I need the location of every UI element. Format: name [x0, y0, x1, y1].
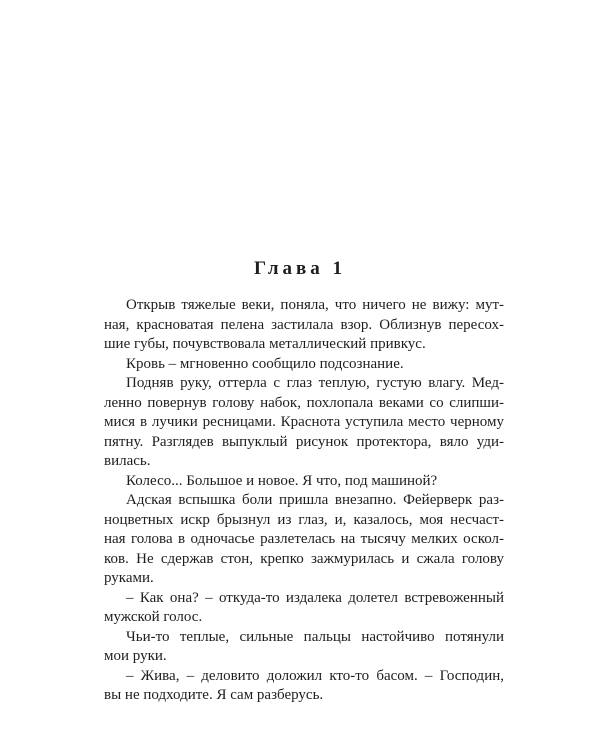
text-line: ная, красноватая пелена застилала взор. Облизнув пересох- — [104, 316, 504, 333]
text-line: пятну. Разглядев выпуклый рисунок протектора, вяло уди- — [104, 433, 504, 450]
paragraph — [104, 296, 504, 355]
text-line: – Жива, – деловито доложил кто-то басом. – Господин, — [126, 667, 504, 684]
text-line: ная голова в одночасье разлетелась на тысячу мелких оскол- — [104, 531, 504, 547]
paragraph — [104, 472, 504, 492]
text-line: Чьи-то теплые, сильные пальцы настойчиво потянули — [126, 628, 504, 645]
text-line: мужской голос. — [104, 609, 203, 625]
paragraph — [104, 355, 504, 375]
chapter-title: Глава 1 — [253, 258, 347, 279]
text-line: Открыв тяжелые веки, поняла, что ничего не вижу: мут- — [126, 297, 504, 313]
text-line: вы не подходите. Я сам разберусь. — [104, 687, 324, 703]
text-line: руками. — [104, 570, 154, 586]
paragraph — [104, 491, 504, 589]
text-line: ноцветных искр брызнул из глаз, и, казалось, моя несчаст- — [104, 511, 504, 528]
text-line: – Как она? – откуда-то издалека долетел встревоженный — [126, 589, 504, 606]
text-line: мои руки. — [104, 648, 167, 664]
paragraph — [104, 589, 504, 628]
text-line: мися в лучики ресницами. Краснота уступила место черному — [104, 414, 504, 430]
chapter-text — [104, 296, 504, 706]
text-line: вилась. — [104, 453, 151, 469]
text-line: Кровь – мгновенно сообщило подсознание. — [126, 355, 404, 372]
text-line: ленно повернув голову набок, похлопала веками со слипши- — [104, 394, 504, 411]
paragraph — [104, 667, 504, 706]
text-line: Подняв руку, оттерла с глаз теплую, густую влагу. Мед- — [126, 375, 504, 391]
text-line: Колесо... Большое и новое. Я что, под машиной? — [126, 472, 438, 489]
text-line: шие губы, почувствовала металлический привкус. — [104, 336, 426, 352]
text-line: Адская вспышка боли пришла внезапно. Фейерверк раз- — [126, 492, 504, 508]
paragraph — [104, 374, 504, 472]
text-line: ков. Не сдержав стон, крепко зажмурилась и сжала голову — [104, 550, 504, 567]
paragraph — [104, 628, 504, 667]
